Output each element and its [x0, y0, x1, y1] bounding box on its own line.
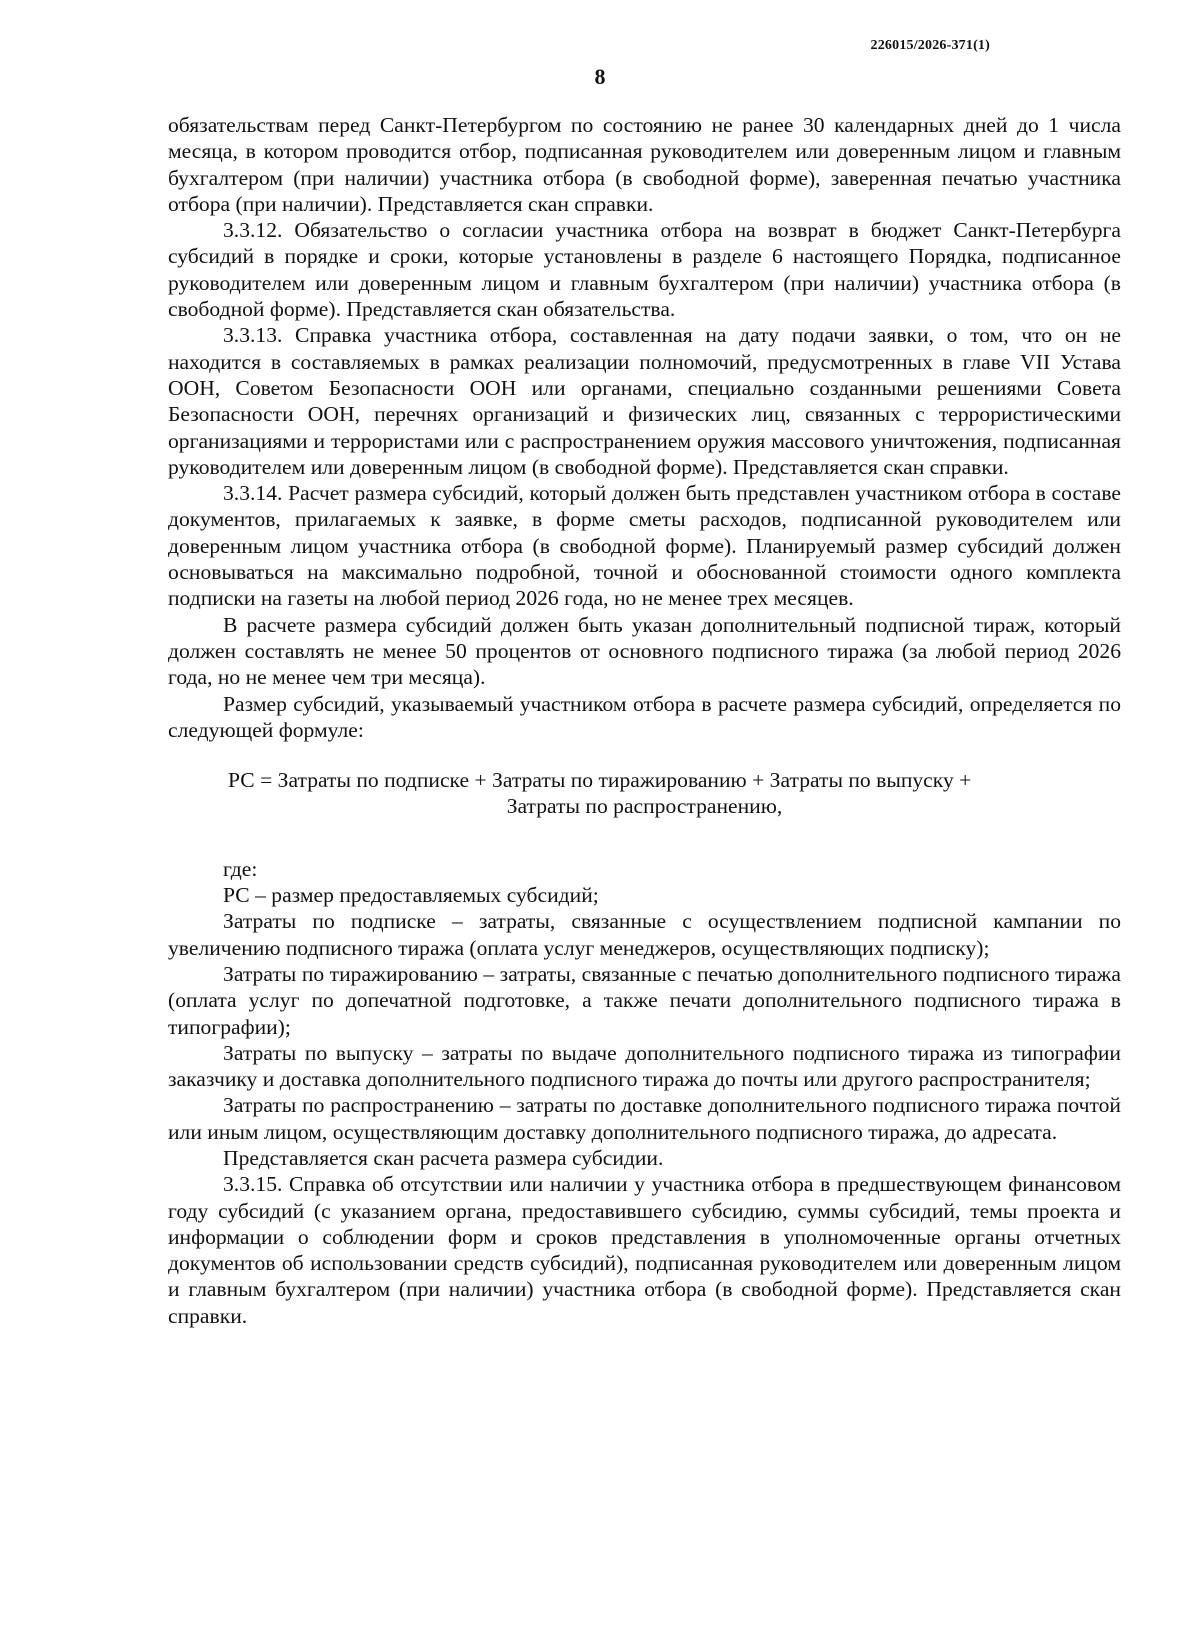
paragraph: обязательствам перед Санкт-Петербургом по состоянию не ранее 30 календарных дней до 1 числа месяца, в котором проводится отбор, подписанная руководителем или доверенным лицом и главным бухгалтером (при наличии) участника отбора (в свободной форме), заверенная печатью участника отбора (при наличии). Представляется скан справки. — [168, 113, 1121, 216]
paragraph: Затраты по подписке – затраты, связанные с осуществлением подписной кампании по увеличению подписного тиража (оплата услуг менеджеров, осуществляющих подписку); — [168, 909, 1121, 960]
paragraph: В расчете размера субсидий должен быть указан дополнительный подписной тираж, который должен составлять не менее 50 процентов от основного подписного тиража (за любой период 2026 года, но не менее чем три месяца). — [168, 612, 1121, 690]
paragraph: Затраты по выпуску – затраты по выдаче дополнительного подписного тиража из типографии заказчику и доставка дополнительного подписного тиража до почты или другого распространителя; — [168, 1040, 1121, 1092]
paragraph: РС – размер предоставляемых субсидий; — [223, 883, 599, 908]
paragraph-3-3-13: 3.3.13. Справка участника отбора, составленная на дату подачи заявки, о том, что он не находится в составляемых в рамках реализации полномочий, предусмотренных в главе VII Устава ООН, Советом Безопасности ООН или органами, специально созданными решениями Совета Безопасности ООН, перечнях организаций и физических лиц, связанных с террористическими организациями и террористами или с распространением оружия массового уничтожения, подписанная руководителем или доверенным лицом (в свободной форме). Представляется скан справки. — [168, 323, 1121, 479]
page-number: 8 — [594, 64, 606, 89]
document-body — [168, 112, 1121, 1329]
formula-line: РС = Затраты по подписке + Затраты по тиражированию + Затраты по выпуску + — [228, 768, 972, 793]
paragraph: где: — [223, 856, 258, 881]
paragraph: Затраты по тиражированию – затраты, связанные с печатью дополнительного подписного тиража (оплата услуг по допечатной подготовке, а также печати дополнительного подписного тиража в типографии); — [168, 961, 1121, 1039]
paragraph-3-3-15: 3.3.15. Справка об отсутствии или наличии у участника отбора в предшествующем финансовом году субсидий (с указанием органа, предоставившего субсидию, суммы субсидий, темы проекта и информации о соблюдении форм и сроков представления в уполномоченные органы отчетных документов об использовании средств субсидий), подписанная руководителем или доверенным лицом и главным бухгалтером (при наличии) участника отбора (в свободной форме). Представляется скан справки. — [168, 1172, 1121, 1328]
paragraph: Размер субсидий, указываемый участником отбора в расчете размера субсидий, определяется по следующей формуле: — [168, 691, 1121, 742]
paragraph-3-3-12: 3.3.12. Обязательство о согласии участника отбора на возврат в бюджет Санкт-Петербурга субсидий в порядке и сроки, которые установлены в разделе 6 настоящего Порядка, подписанное руководителем или доверенным лицом и главным бухгалтером (при наличии) участника отбора (в свободной форме). Представляется скан обязательства. — [168, 218, 1121, 322]
formula — [168, 767, 1121, 820]
paragraph-3-3-14: 3.3.14. Расчет размера субсидий, который должен быть представлен участником отбора в составе документов, прилагаемых к заявке, в форме сметы расходов, подписанной руководителем или доверенным лицом участника отбора (в свободной форме). Планируемый размер субсидий должен основываться на максимально подробной, точной и обоснованной стоимости одного комплекта подписки на газеты на любой период 2026 года, но не менее трех месяцев. — [168, 481, 1121, 611]
formula-line: Затраты по распространению, — [506, 794, 783, 819]
paragraph: Представляется скан расчета размера субсидии. — [223, 1145, 664, 1170]
document-number: 226015/2026-371(1) — [870, 38, 990, 53]
paragraph: Затраты по распространению – затраты по доставке дополнительного подписного тиража почтой или иным лицом, осуществляющим доставку дополнительного подписного тиража, до адресата. — [168, 1093, 1121, 1144]
